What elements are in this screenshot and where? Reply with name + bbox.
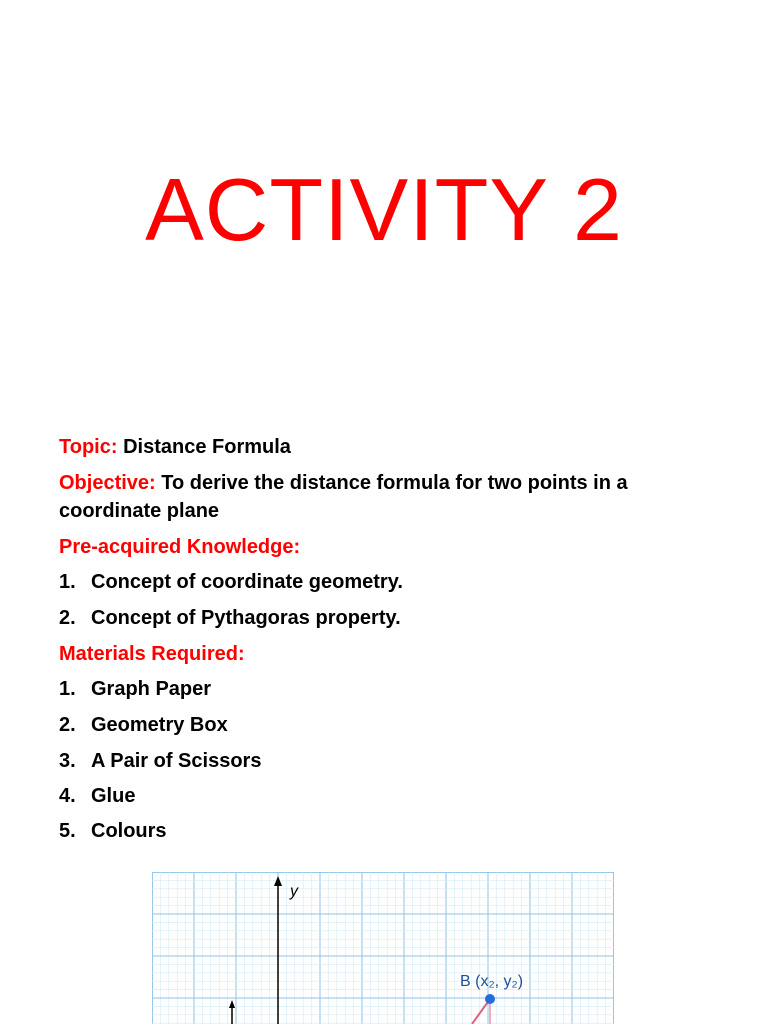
list-text: Graph Paper bbox=[91, 678, 212, 700]
list-text: Geometry Box bbox=[91, 714, 228, 736]
graph-paper-figure bbox=[152, 872, 614, 1024]
graph-border bbox=[153, 873, 614, 1024]
preacquired-item bbox=[59, 607, 401, 630]
objective-label: Objective: bbox=[59, 472, 156, 494]
preacquired-heading: Pre-acquired Knowledge: bbox=[59, 536, 301, 558]
list-number: 2. bbox=[59, 714, 76, 736]
point-b-marker bbox=[485, 994, 495, 1004]
materials-item bbox=[59, 820, 167, 843]
materials-item bbox=[59, 785, 135, 808]
objective-value-line1: To derive the distance formula for two points in a bbox=[161, 472, 628, 494]
list-text: Concept of Pythagoras property. bbox=[91, 607, 401, 629]
objective-line bbox=[59, 472, 628, 495]
list-number: 4. bbox=[59, 785, 76, 807]
list-text: Glue bbox=[91, 785, 136, 807]
materials-heading: Materials Required: bbox=[59, 643, 245, 665]
list-number: 3. bbox=[59, 750, 76, 772]
list-number: 5. bbox=[59, 820, 76, 842]
list-text: Concept of coordinate geometry. bbox=[91, 571, 403, 593]
list-text: A Pair of Scissors bbox=[91, 750, 262, 772]
topic-label: Topic: bbox=[59, 436, 118, 458]
list-number: 2. bbox=[59, 607, 76, 629]
point-b-label: B (x₂, y₂) bbox=[460, 973, 524, 990]
graph-paper-svg bbox=[152, 872, 614, 1024]
materials-item bbox=[59, 714, 228, 737]
topic-value: Distance Formula bbox=[123, 436, 291, 458]
materials-item bbox=[59, 678, 211, 701]
activity-title: ACTIVITY 2 bbox=[145, 160, 623, 259]
list-number: 1. bbox=[59, 678, 76, 700]
objective-value-line2: coordinate plane bbox=[59, 500, 220, 522]
list-number: 1. bbox=[59, 571, 76, 593]
materials-item bbox=[59, 750, 261, 773]
preacquired-item bbox=[59, 571, 403, 594]
list-text: Colours bbox=[91, 820, 167, 842]
topic-line bbox=[59, 436, 291, 459]
y-axis-label: y bbox=[290, 883, 298, 900]
grid-lines bbox=[152, 872, 614, 1024]
